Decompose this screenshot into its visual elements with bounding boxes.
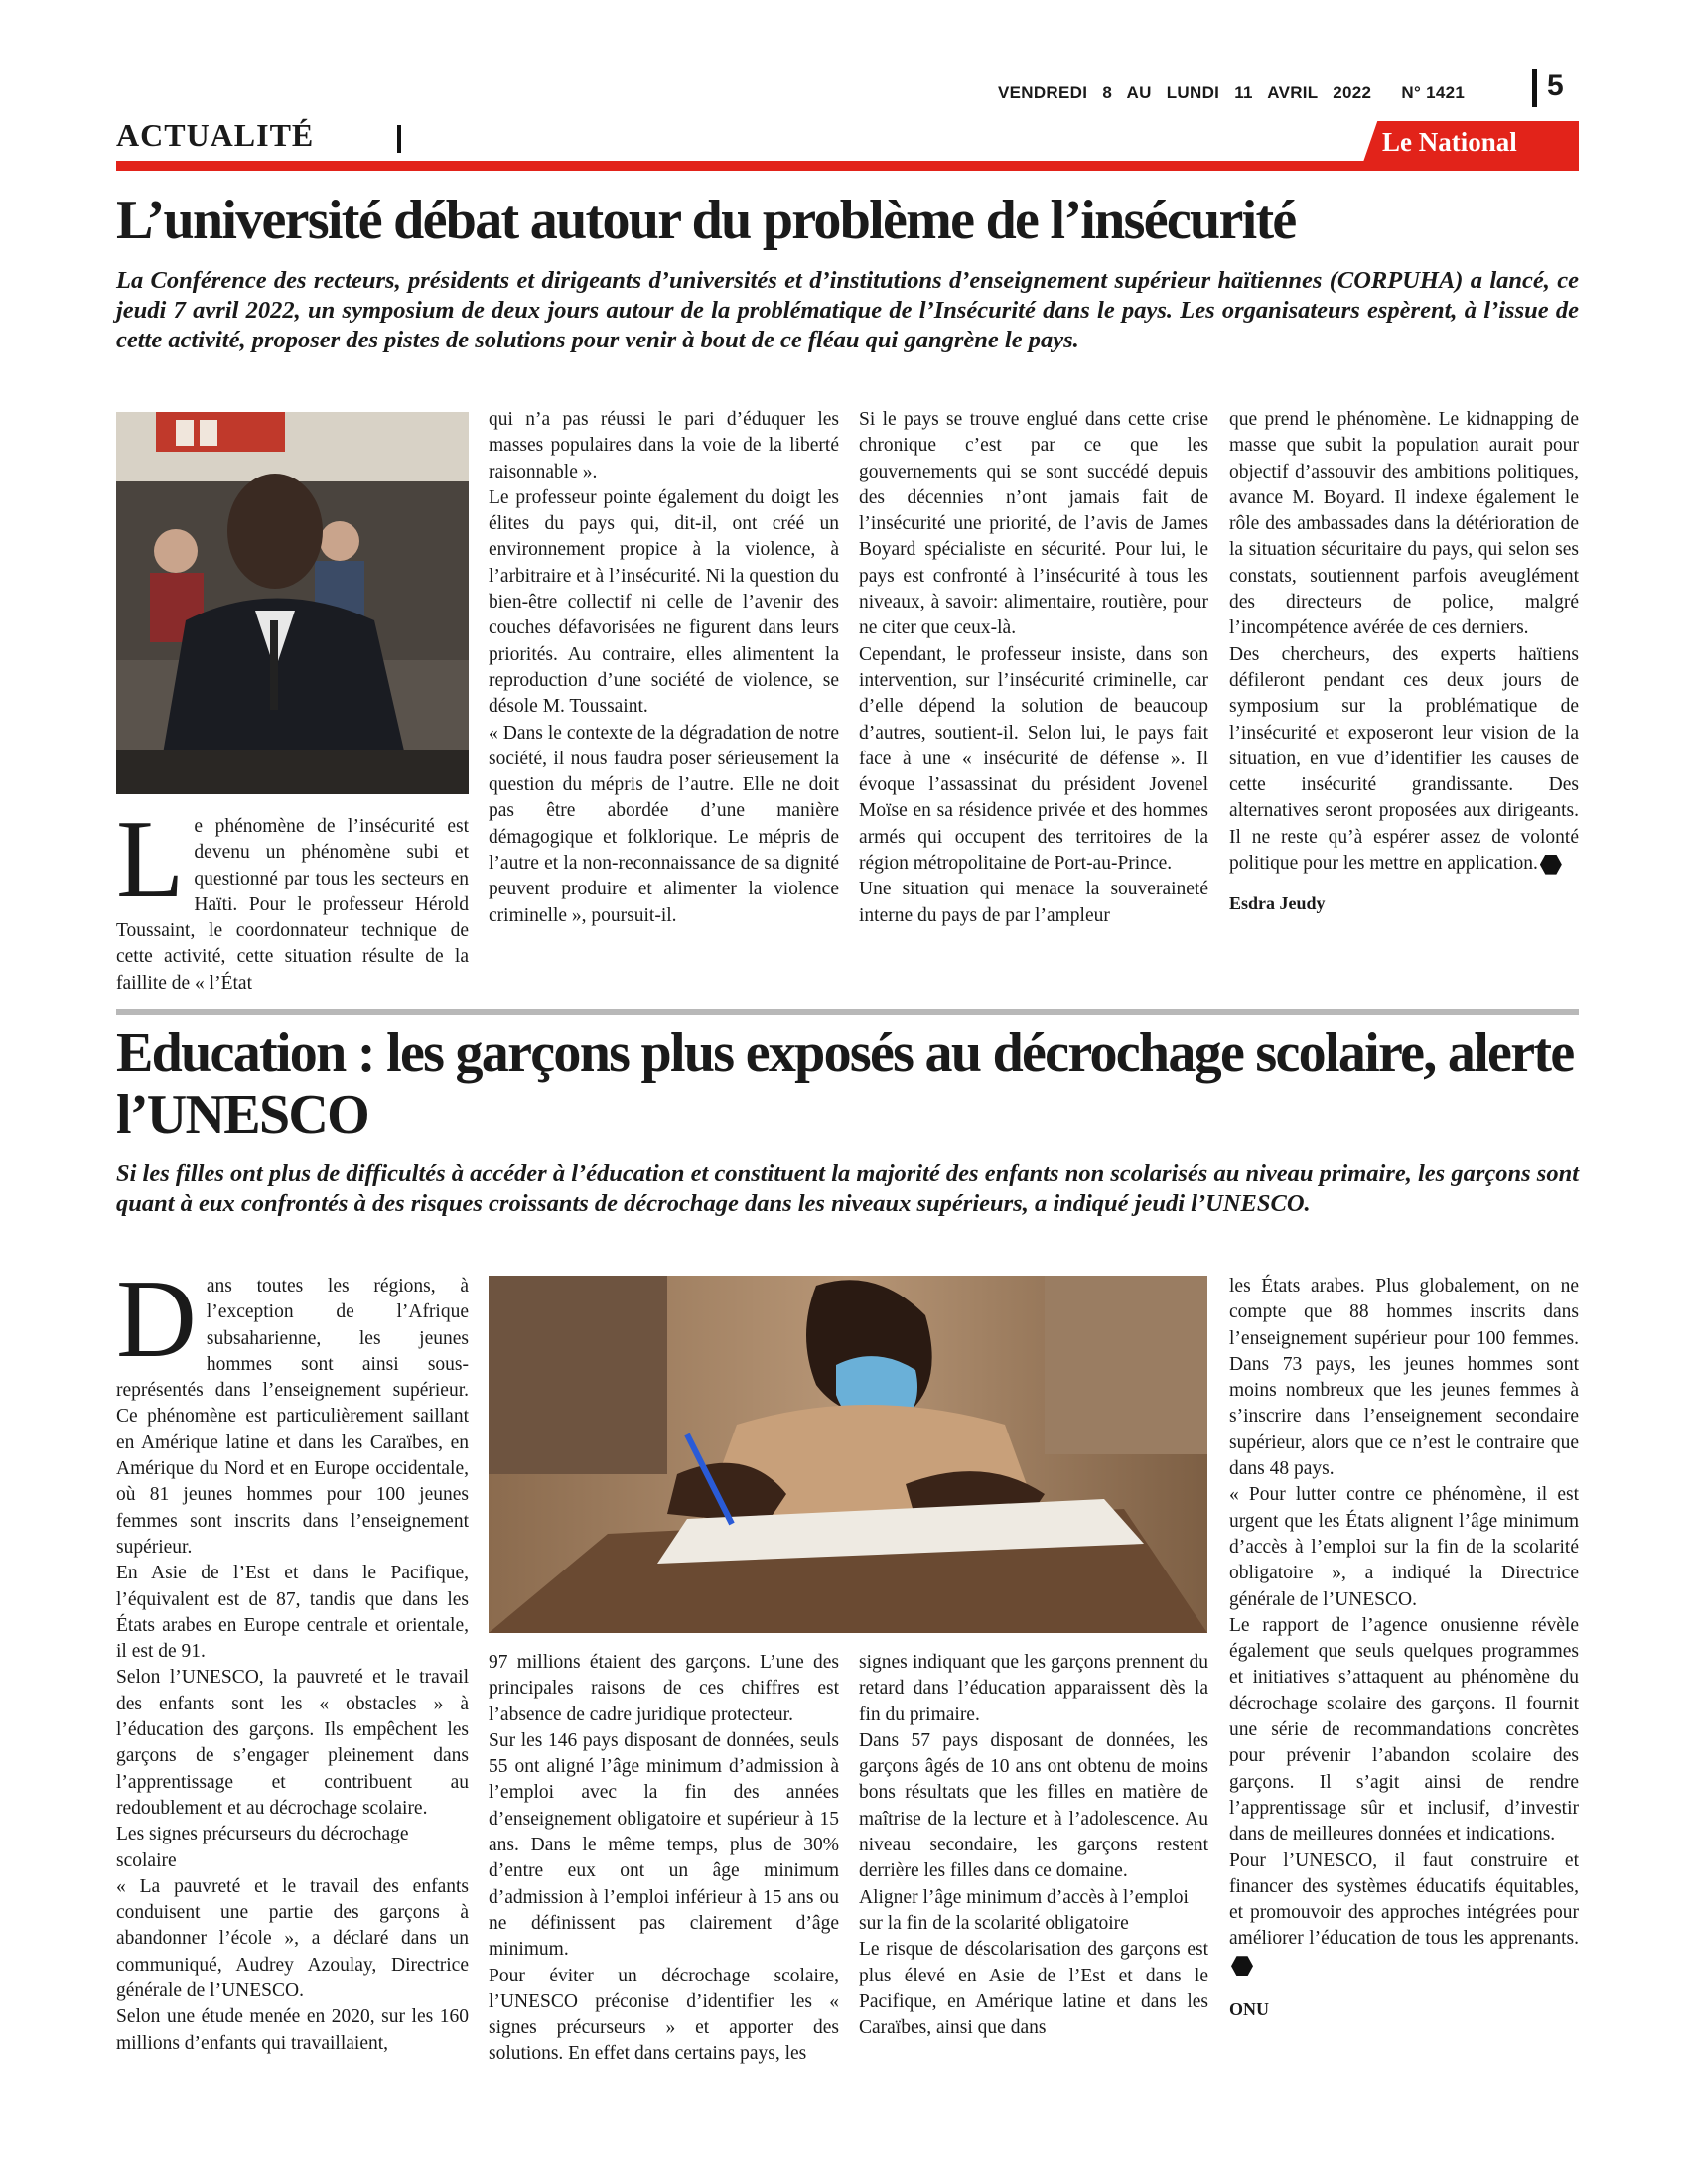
article1-photo	[116, 412, 469, 794]
article1-col1-text: e phénomène de l’insécurité est devenu un phénomène subi et questionné par tous les secteurs en Haïti. Pour le professeur Hérold Toussaint, le coordonnateur technique de cette activité, cette situation résulte de la faillite de « l’État	[116, 816, 469, 994]
article2-column-2	[489, 1650, 839, 2068]
article2-col2-para: 97 millions étaient des garçons. L’une des principales raisons de ces chiffres est l’absence de cadre juridique protecteur.	[489, 1652, 839, 1725]
article1-column-1	[116, 798, 469, 997]
article1-col2-para: qui n’a pas réussi le pari d’éduquer les masses populaires dans la voie de la liberté raisonnable ».	[489, 409, 839, 482]
article2-col4-para: les États arabes. Plus globalement, on ne compte que 88 hommes inscrits dans l’enseignement supérieur pour 100 femmes. Dans 73 pays, les jeunes hommes sont moins nombreux que les jeunes femmes à s’inscrire dans l’enseignement secondaire supérieur, alors que ce n’est le contraire que dans 48 pays.	[1229, 1276, 1579, 1480]
article2-col4-para: Pour l’UNESCO, il faut construire et financer des systèmes éducatifs équitables, et promouvoir des approches intégrées pour améliorer l’éducation de tous les apprenants.	[1229, 1849, 1579, 1950]
article1-column-4	[1229, 407, 1579, 917]
section-separator	[397, 125, 401, 153]
article2-byline: ONU	[1229, 1999, 1269, 2020]
article1-column-3	[859, 407, 1208, 929]
article1-col4-para: que prend le phénomène. Le kidnapping de masse que subit la population aurait pour objectif d’assouvir des ambitions politiques, avance M. Boyard. Il indexe également le rôle des ambassades dans la détérioration de la situation sécuritaire du pays, qui selon ses constats, soutiennent parfois aveuglément des directeurs de police, malgré l’incompétence avérée de ces derniers.	[1229, 409, 1579, 639]
article2-subheading: Aligner l’âge minimum d’accès à l’emploi sur la fin de la scolarité obligatoire	[859, 1886, 1189, 1934]
section-label: ACTUALITÉ	[116, 117, 315, 153]
article2-col3-para: signes indiquant que les garçons prennent du retard dans l’éducation apparaissent dès la fin du primaire.	[859, 1652, 1208, 1725]
article1-headline: L’université débat autour du problème de l’insécurité	[116, 190, 1296, 251]
article1-col3-para: Cependant, le professeur insiste, dans son intervention, sur l’insécurité criminelle, car d’elle dépend la solution de beaucoup d’autres, soutient-il. Selon lui, le pays fait face à une « insécurité de défense ». Il évoque l’assassinat du président Jovenel Moïse en sa résidence privée et des hommes armés qui occupent des territoires de la région métropolitaine de Port-au-Prince.	[859, 643, 1208, 875]
article2-col4-para: « Pour lutter contre ce phénomène, il est urgent que les États alignent l’âge minimum d’accès à l’emploi sur la fin de la scolarité obligatoire », a indiqué la Directrice générale de l’UNESCO.	[1229, 1484, 1579, 1610]
article2-col1-para: En Asie de l’Est et dans le Pacifique, l’équivalent est de 87, tandis que dans les États arabes en Europe centrale et orientale, il est de 91.	[116, 1563, 469, 1663]
article2-column-3	[859, 1650, 1208, 2041]
article1-col3-para: Une situation qui menace la souveraineté interne du pays de par l’ampleur	[859, 879, 1208, 926]
article2-column-1	[116, 1258, 469, 2057]
article1-col4-para: Des chercheurs, des experts haïtiens défileront pendant ces deux jours de symposium sur la problématique de l’insécurité et exposeront leur vision de la situation, en vue d’identifier les causes de cette insécurité grandissante. Des alternatives seront proposées aux dirigeants. Il ne reste qu’à espérer assez de volonté politique pour les mettre en application.	[1229, 643, 1579, 875]
article2-dropcap: D	[116, 1258, 197, 1381]
section-rule	[116, 161, 1579, 171]
article1-dropcap: L	[116, 798, 185, 921]
article2-headline: Education : les garçons plus exposés au décrochage scolaire, alerte l’UNESCO	[116, 1023, 1574, 1146]
issue-date-line: VENDREDI 8 AU LUNDI 11 AVRIL 2022 N° 1421	[998, 83, 1466, 102]
article-divider	[116, 1009, 1579, 1015]
article2-col4-para: Le rapport de l’agence onusienne révèle également que seuls quelques programmes et initiatives s’attaquent au phénomène du décrochage scolaire des garçons. Il fournit une série de recommandations concrètes pour prévenir l’abandon scolaire des garçons. Il s’agit ainsi de rendre l’apprentissage sûr et inclusif, d’investir dans de meilleures données et indications.	[1229, 1614, 1579, 1845]
article2-col2-para: Sur les 146 pays disposant de données, seuls 55 ont aligné l’âge minimum d’admission à l’emploi avec la fin des années d’enseignement obligatoire et supérieur à 15 ans. Dans le même temps, plus de 30% d’entre eux ont un âge minimum d’admission à l’emploi inférieur à 15 ans ou ne définissent pas clairement d’âge minimum.	[489, 1729, 839, 1961]
article2-subheading: Les signes précurseurs du décrochage scolaire	[116, 1824, 409, 1871]
end-of-article-icon	[1231, 1956, 1253, 1976]
brand-name: Le National	[1382, 127, 1517, 157]
article2-col3-para: Le risque de déscolarisation des garçons est plus élevé en Asie de l’Est et dans le Pacifique, en Amérique latine et dans les Caraïbes, ainsi que dans	[859, 1939, 1208, 2039]
article1-col3-para: Si le pays se trouve englué dans cette crise chronique c’est par ce que les gouvernements qui se sont succédé depuis des décennies n’ont jamais fait de l’insécurité une priorité, de l’avis de James Boyard spécialiste en sécurité. Pour lui, le pays est confronté à l’insécurité à tous les niveaux, à savoir: alimentaire, routière, pour ne citer que ceux-là.	[859, 409, 1208, 639]
article2-photo	[489, 1276, 1207, 1633]
article1-col2-para: « Dans le contexte de la dégradation de notre société, il nous faudra poser sérieusement la question du mépris de l’autre. Elle ne doit pas être abordée d’une manière démagogique et folklorique. Le mépris de l’autre et la non-reconnaissance de sa dignité peuvent produire et alimenter la violence criminelle », poursuit-il.	[489, 722, 839, 926]
article2-column-4	[1229, 1274, 1579, 2022]
article2-col1-para: Selon une étude menée en 2020, sur les 160 millions d’enfants qui travaillaient,	[116, 2006, 469, 2054]
page-number-separator	[1532, 69, 1537, 107]
page-number: 5	[1547, 69, 1564, 102]
article2-col2-para: Pour éviter un décrochage scolaire, l’UNESCO préconise d’identifier les « signes précurseurs » et apporter des solutions. En effet dans certains pays, les	[489, 1965, 839, 2065]
article1-col2-para: Le professeur pointe également du doigt les élites du pays qui, dit-il, ont créé un environnement propice à la violence, à l’arbitraire et à l’insécurité. Ni la question du bien-être collectif ni celle de l’avenir des couches défavorisées ne figurent dans leurs priorités. Au contraire, elles alimentent la reproduction d’une société de violence, se désole M. Toussaint.	[489, 486, 839, 718]
article2-lead: Si les filles ont plus de difficultés à accéder à l’éducation et constituent la majorité des enfants non scolarisés au niveau primaire, les garçons sont quant à eux confrontés à des risques croissants de décrochage dans les niveaux supérieurs, a indiqué jeudi l’UNESCO.	[116, 1160, 1580, 1217]
end-of-article-icon	[1540, 855, 1562, 875]
article2-col1-para: Selon l’UNESCO, la pauvreté et le travail des enfants sont les « obstacles » à l’éducation des garçons. Ils empêchent les garçons de s’engager pleinement dans l’apprentissage et contribuent au redoublement et au décrochage scolaire.	[116, 1667, 469, 1819]
article2-col3-para: Dans 57 pays disposant de données, les garçons âgés de 10 ans ont obtenu de moins bons résultats que les filles en matière de maîtrise de la lecture et à l’adolescence. Au niveau secondaire, les garçons restent derrière les filles dans ce domaine.	[859, 1729, 1208, 1882]
article1-column-2	[489, 407, 839, 929]
article1-lead: La Conférence des recteurs, présidents et dirigeants d’universités et d’institutions d’enseignement supérieur haïtiennes (CORPUHA) a lancé, ce jeudi 7 avril 2022, un symposium de deux jours autour de la problématique de l’Insécurité dans le pays. Les organisateurs espèrent, à l’issue de cette activité, proposer des pistes de solutions pour venir à bout de ce fléau qui gangrène le pays.	[116, 267, 1579, 353]
article2-col1-para: ans toutes les régions, à l’exception de l’Afrique subsaharienne, les jeunes hommes sont ainsi sous-représentés dans l’enseignement supérieur. Ce phénomène est particulièrement saillant en Amérique latine et dans les Caraïbes, en Amérique du Nord et en Europe occidentale, où 81 jeunes hommes pour 100 jeunes femmes sont inscrits dans l’enseignement supérieur.	[116, 1276, 469, 1558]
article2-col1-para: « La pauvreté et le travail des enfants conduisent une partie des garçons à abandonner l’école », a déclaré dans un communiqué, Audrey Azoulay, Directrice générale de l’UNESCO.	[116, 1875, 469, 2002]
article1-byline: Esdra Jeudy	[1229, 893, 1326, 914]
